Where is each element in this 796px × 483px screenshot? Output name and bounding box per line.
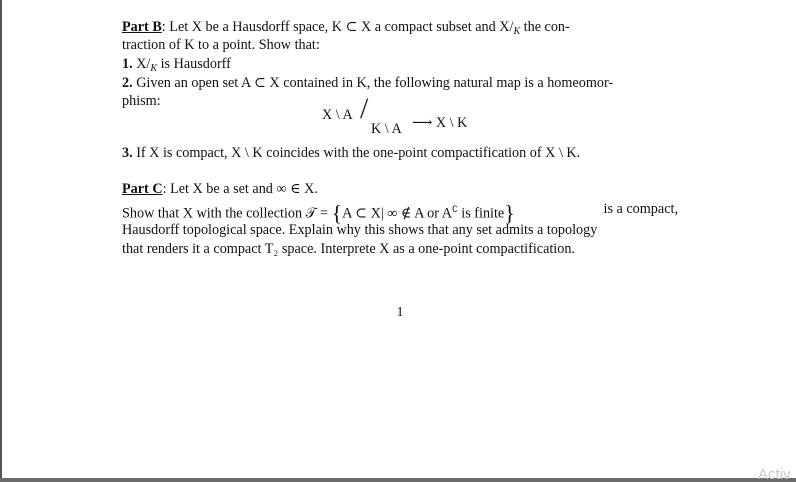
part-c-heading: Part C <box>122 181 163 197</box>
equation-denominator: K \ A <box>371 121 402 137</box>
display-equation <box>322 92 522 146</box>
part-b-line-1-sub: K <box>513 26 521 37</box>
activation-watermark: Activ <box>758 466 791 483</box>
part-b-heading: Part B <box>122 19 162 35</box>
item-2-text-a: Given an open set A ⊂ X contained in K, the following natural map is a homeomor- <box>132 75 614 91</box>
part-b-line-2: traction of K to a point. Show that: <box>122 37 320 53</box>
set-brace-open: { <box>331 200 343 226</box>
viewer-left-border <box>0 0 2 482</box>
item-1-text-b: is Hausdorff <box>157 56 231 72</box>
part-c-line-2-a: Show that X with the collection 𝒯 = <box>122 205 332 222</box>
set-body-end: is finite <box>457 205 505 222</box>
part-c-line-1-text: : Let X be a set and ∞ ∈ X. <box>162 181 318 197</box>
part-c-line-4: that renders it a compact T₂ space. Interprete X as a one-point compactification. <box>122 241 575 257</box>
part-c-line-1 <box>122 180 318 199</box>
item-3-number: 3. <box>122 145 133 161</box>
part-b-item-3 <box>122 144 580 163</box>
part-c-line-3: Hausdorff topological space. Explain why this shows that any set admits a topology <box>122 222 598 238</box>
complement-sup: ∁ <box>452 204 458 214</box>
part-c-line-2 <box>122 200 678 226</box>
equation-slash: / <box>360 92 369 125</box>
viewer-bottom-bar <box>0 478 796 482</box>
page-number: 1 <box>396 305 404 320</box>
set-body: A ⊂ X| ∞ ∉ A or A <box>342 205 452 222</box>
part-b-line-1-a: : Let X be a Hausdorff space, K ⊂ X a compact subset and X/ <box>161 19 514 35</box>
part-c-line-2-b: is a compact, <box>603 201 678 217</box>
part-b-line-1-b: the con- <box>520 19 570 35</box>
item-1-text-a: X/ <box>132 56 151 72</box>
item-3-text: If X is compact, X \ K coincides with the one-point compactification of X \ K. <box>132 145 581 161</box>
item-2-text-b: phism: <box>122 93 161 109</box>
item-1-sub: K <box>150 63 158 74</box>
equation-numerator: X \ A <box>322 107 353 123</box>
part-b-item-2 <box>122 74 678 93</box>
equation-map: ⟶ X \ K <box>412 115 468 131</box>
item-2-number: 2. <box>122 75 133 91</box>
item-1-number: 1. <box>122 56 133 72</box>
set-brace-close: } <box>504 200 515 226</box>
